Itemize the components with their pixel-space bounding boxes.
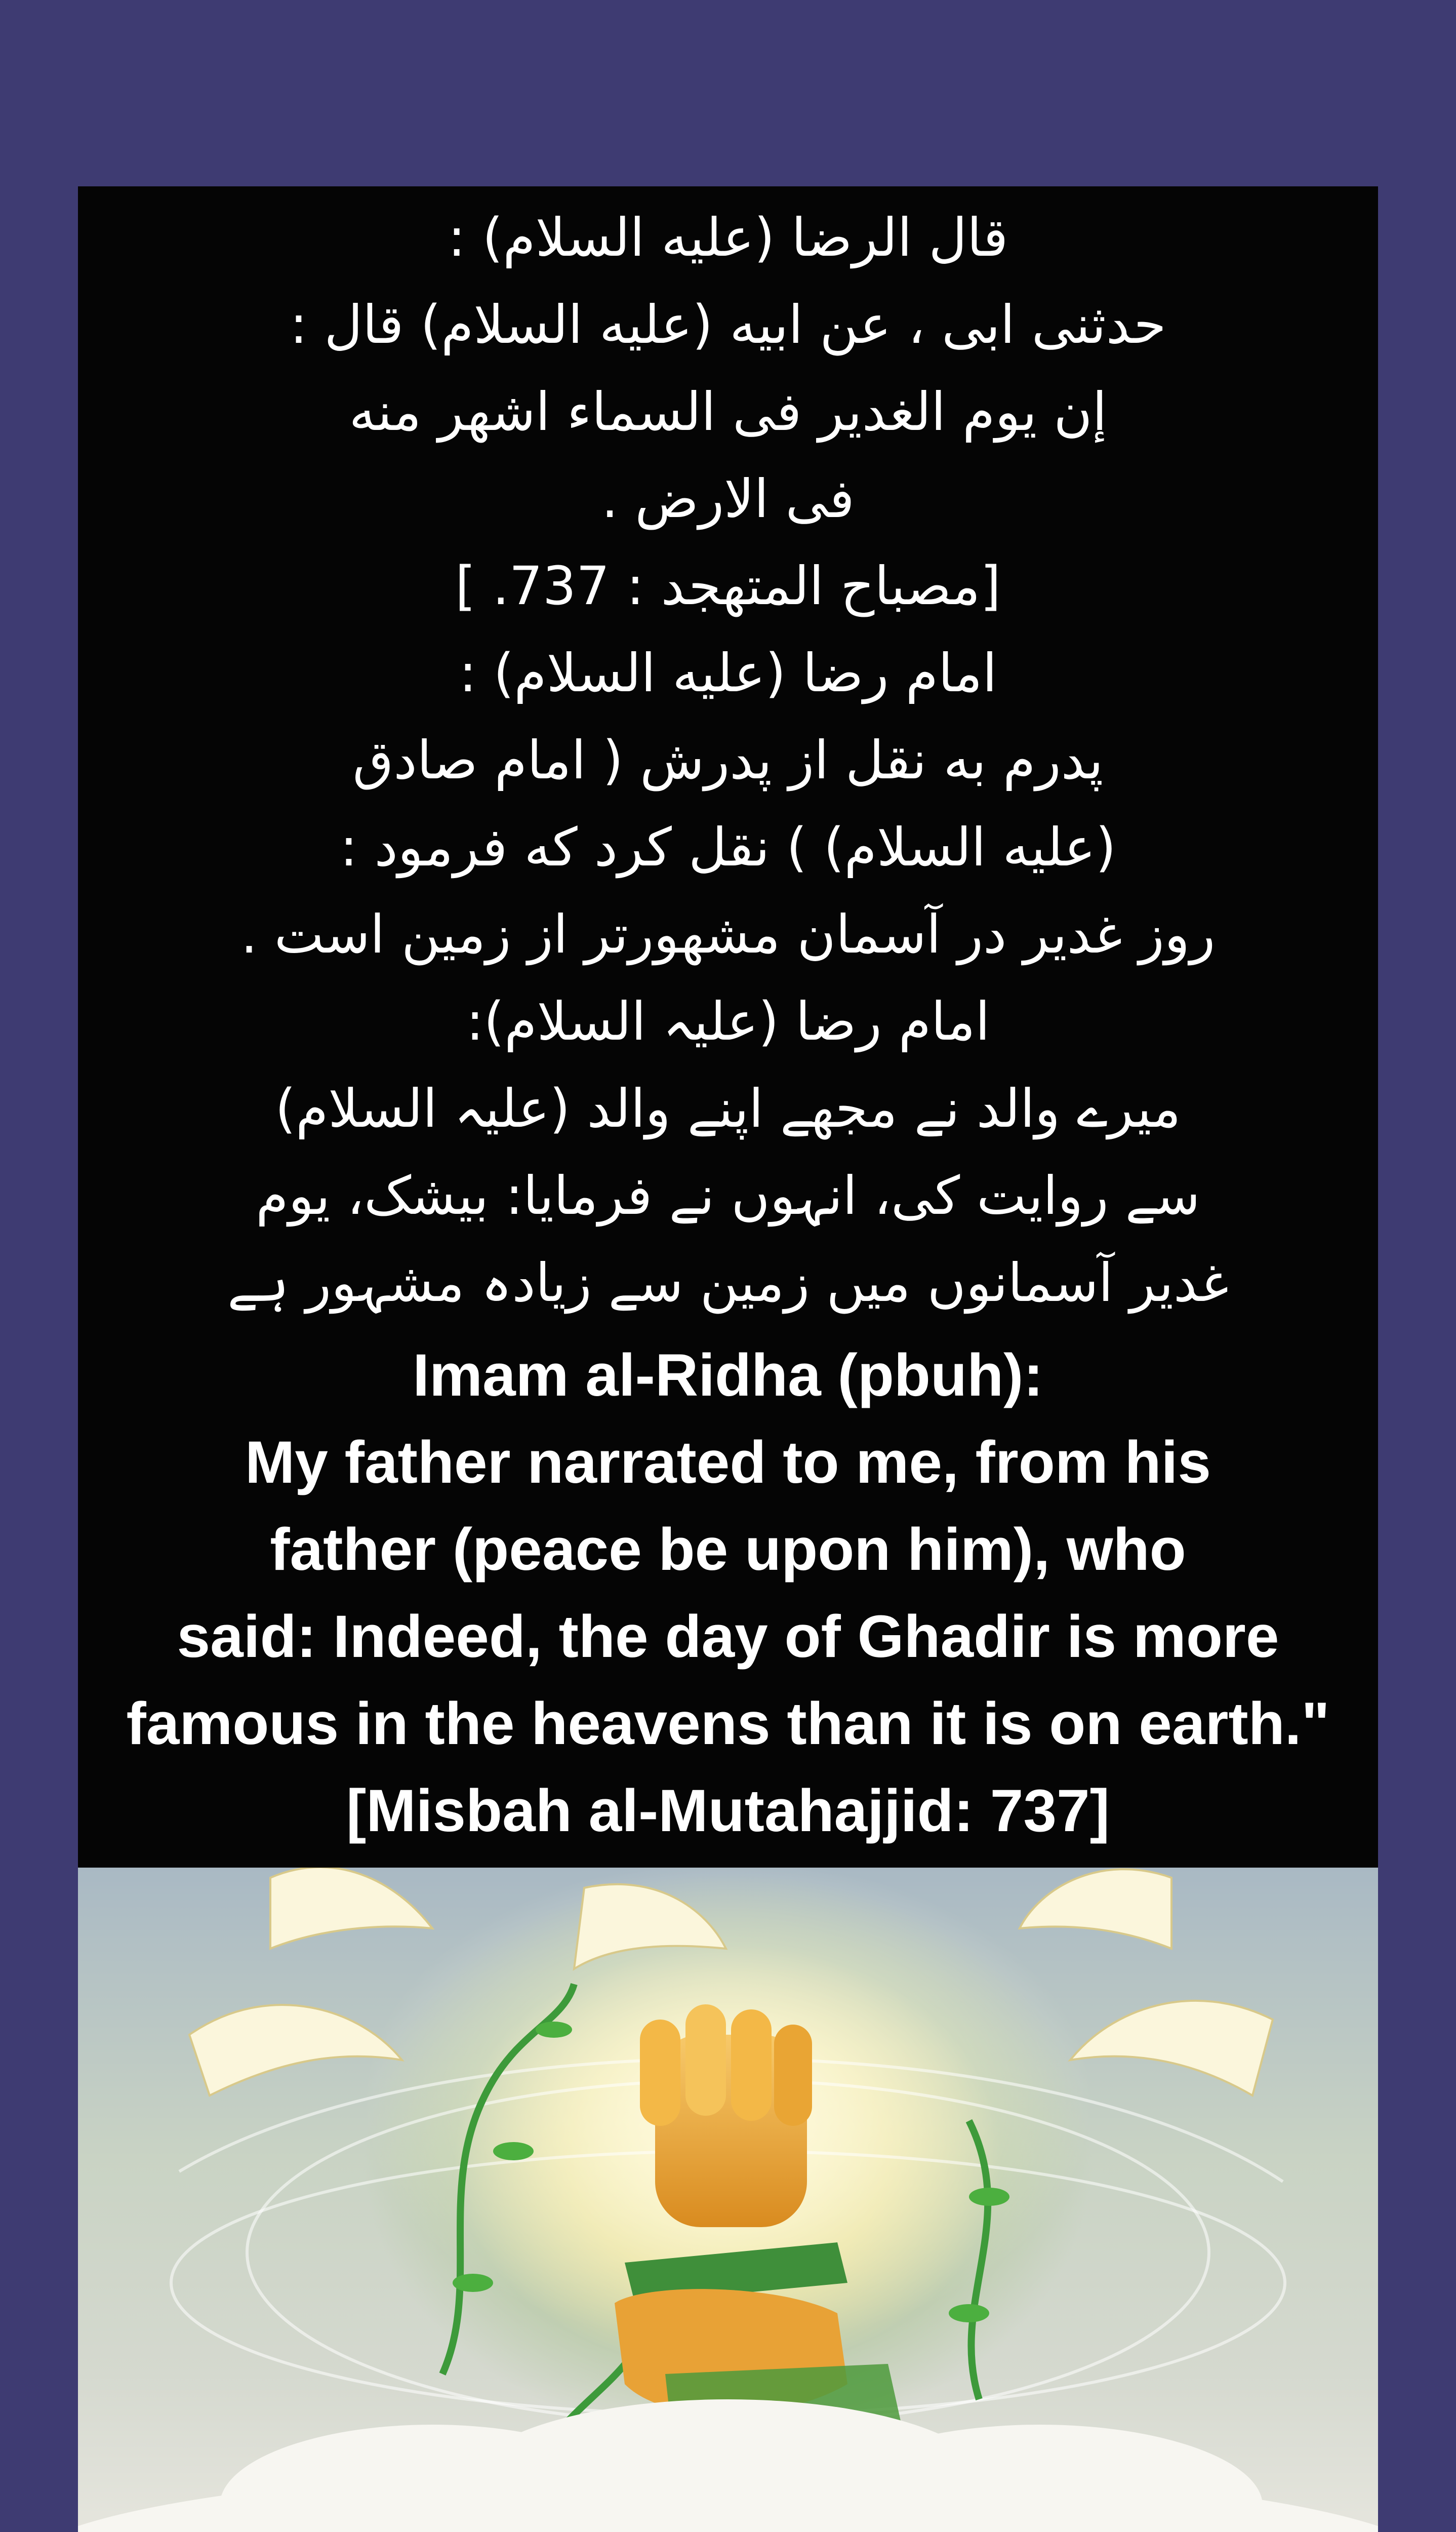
- persian-line-2: پدرم به نقل از پدرش ( امام صادق: [352, 729, 1104, 791]
- persian-line-1: امام رضا (عليه السلام) :: [459, 642, 997, 704]
- persian-line-3: (عليه السلام) ) نقل كرد كه فرمود :: [340, 816, 1116, 878]
- urdu-line-4: غدیر آسمانوں میں زمین سے زیادہ مشہور ہے: [227, 1252, 1229, 1314]
- english-line-5: famous in the heavens than it is on earth.": [126, 1690, 1330, 1757]
- english-line-4: said: Indeed, the day of Ghadir is more: [177, 1603, 1279, 1670]
- quote-text-block: [78, 186, 1378, 1868]
- urdu-line-2: میرے والد نے مجھے اپنے والد (علیہ السلام): [275, 1078, 1181, 1139]
- persian-line-4: روز غدير در آسمان مشهورتر از زمين است .: [240, 903, 1216, 965]
- arabic-line-4: فى الارض .: [601, 468, 855, 530]
- arabic-line-3: إن يوم الغدير فى السماء اشهر منه: [349, 381, 1107, 443]
- arabic-line-1: قال الرضا (عليه السلام) :: [448, 207, 1008, 268]
- urdu-line-3: سے روایت کی، انہوں نے فرمایا: بیشک، یوم: [256, 1165, 1200, 1227]
- quote-card: [78, 186, 1378, 2532]
- arabic-source: [مصباح المتهجد : 737. ]: [455, 555, 1001, 617]
- ghadir-illustration: [78, 1868, 1378, 2532]
- arabic-line-2: حدثنى ابى ، عن ابيه (عليه السلام) قال :: [290, 294, 1166, 355]
- english-line-2: My father narrated to me, from his: [245, 1429, 1211, 1496]
- english-line-1: Imam al-Ridha (pbuh):: [413, 1342, 1043, 1409]
- clouds: [78, 2399, 1378, 2532]
- illustration-art: [78, 1868, 1378, 2532]
- english-source: [Misbah al-Mutahajjid: 737]: [346, 1777, 1110, 1844]
- urdu-line-1: امام رضا (علیہ السلام):: [466, 991, 990, 1052]
- english-line-3: father (peace be upon him), who: [270, 1516, 1186, 1583]
